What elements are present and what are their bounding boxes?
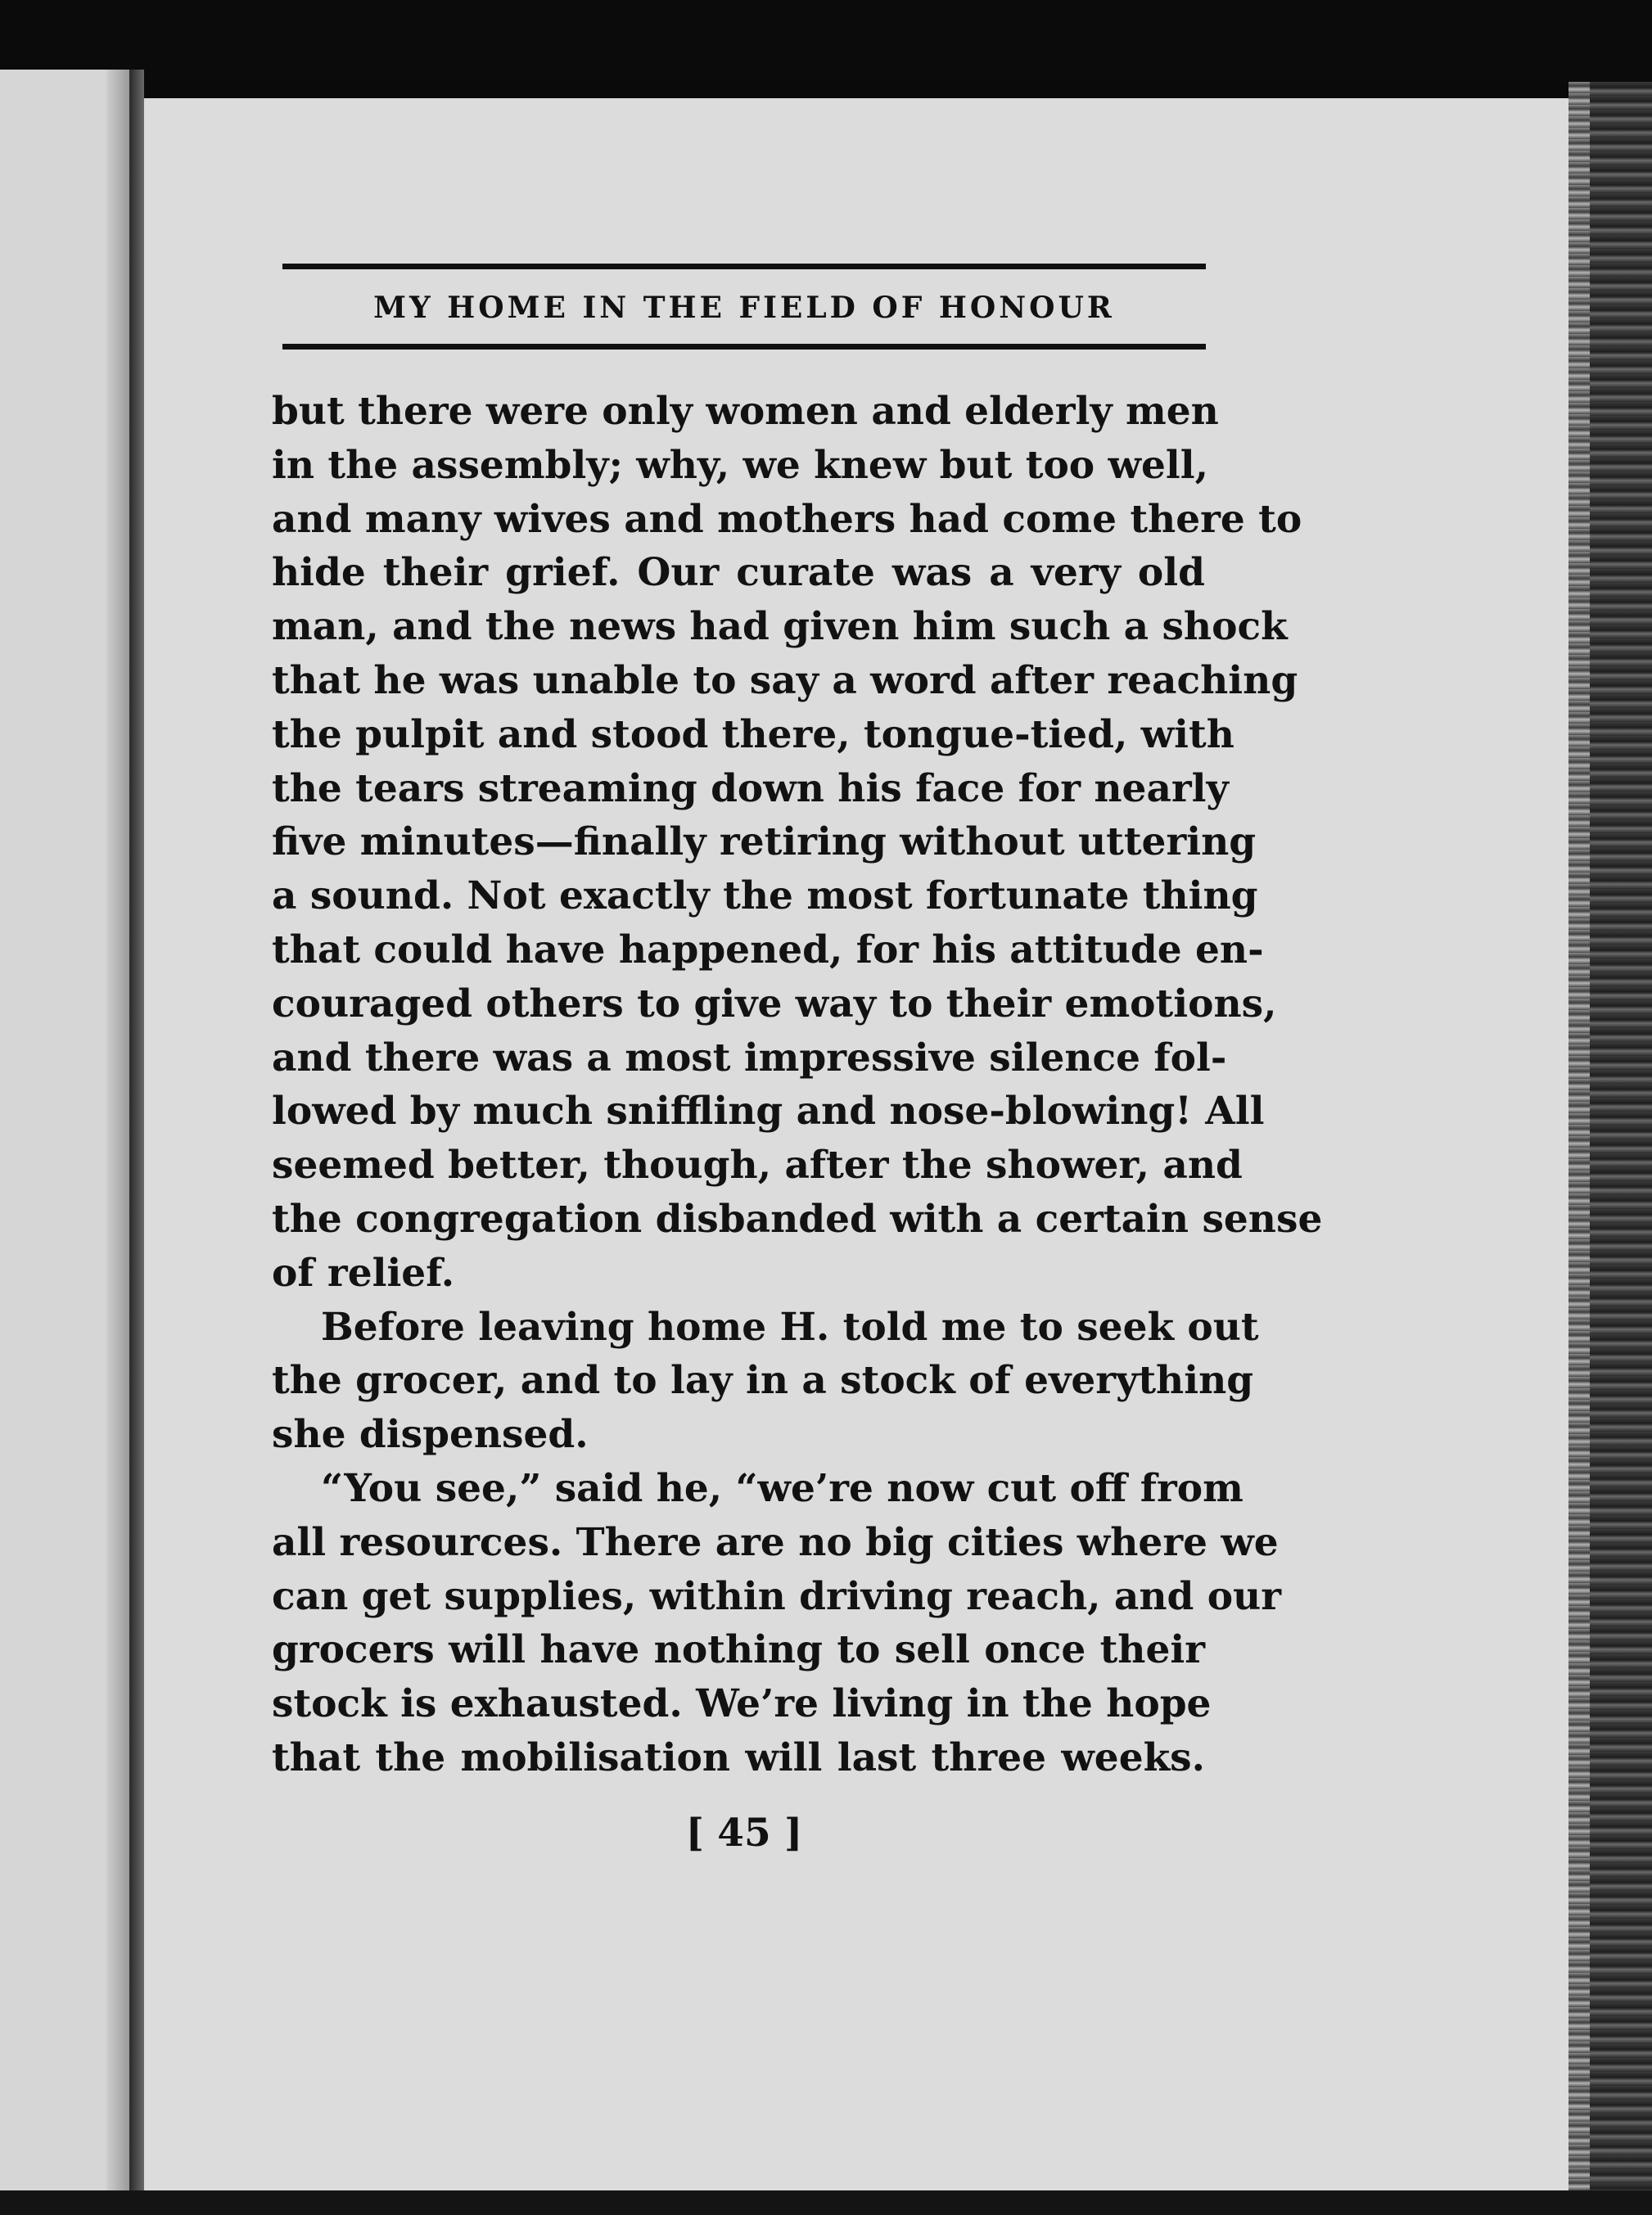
text-line: man, and the news had given him such a shock [272,604,1288,650]
text-line: “You see,” said he, “we’re now cut off from [321,1465,1244,1511]
text-line: that he was unable to say a word after reaching [272,657,1298,703]
page-stack-edge [1568,82,1652,2215]
text-line: five minutes—finally retiring without uttering [272,819,1257,865]
text-line: grocers will have nothing to sell once their [272,1627,1205,1673]
body-text [272,385,1323,1785]
text-line: but there were only women and elderly men [272,389,1219,434]
text-line: she dispensed. [272,1412,589,1458]
text-line: all resources. There are no big cities where we [272,1519,1279,1565]
text-line: the tears streaming down his face for nearly [272,765,1229,811]
text-line: hide their grief. Our curate was a very old [272,550,1205,596]
text-line: can get supplies, within driving reach, and our [272,1573,1281,1619]
text-line: that could have happened, for his attitude en- [272,927,1264,972]
running-head: MY HOME IN THE FIELD OF HONOUR [373,291,1115,325]
text-line: of relief. [272,1250,455,1296]
facing-page-shadow [106,70,129,2215]
header-rule-bottom [282,344,1206,350]
text-line: stock is exhausted. We’re living in the hope [272,1681,1212,1727]
text-line: Before leaving home H. told me to seek out [321,1304,1259,1350]
text-line: the congregation disbanded with a certain sense [272,1196,1323,1242]
text-line: lowed by much sniffling and nose-blowing! All [272,1089,1265,1135]
text-line: in the assembly; why, we knew but too well, [272,442,1208,488]
text-line: the pulpit and stood there, tongue-tied, with [272,711,1234,757]
page-stack-edge-highlight [1568,82,1590,2215]
book-gutter [129,70,144,2215]
text-line: and many wives and mothers had come there to [272,496,1302,542]
text-line: the grocer, and to lay in a stock of everything [272,1358,1254,1404]
facing-page-edge [0,70,129,2215]
text-line: that the mobilisation will last three weeks. [272,1735,1205,1780]
text-line: a sound. Not exactly the most fortunate thing [272,873,1258,919]
text-line: and there was a most impressive silence fol- [272,1035,1227,1080]
header-rule-top [282,264,1206,269]
scan-top-margin [0,0,1652,82]
text-line: couraged others to give way to their emotions, [272,981,1277,1026]
text-line: seemed better, though, after the shower, and [272,1143,1243,1189]
page-number: [ 45 ] [685,1811,803,1856]
scan-bottom-margin [0,2190,1652,2215]
